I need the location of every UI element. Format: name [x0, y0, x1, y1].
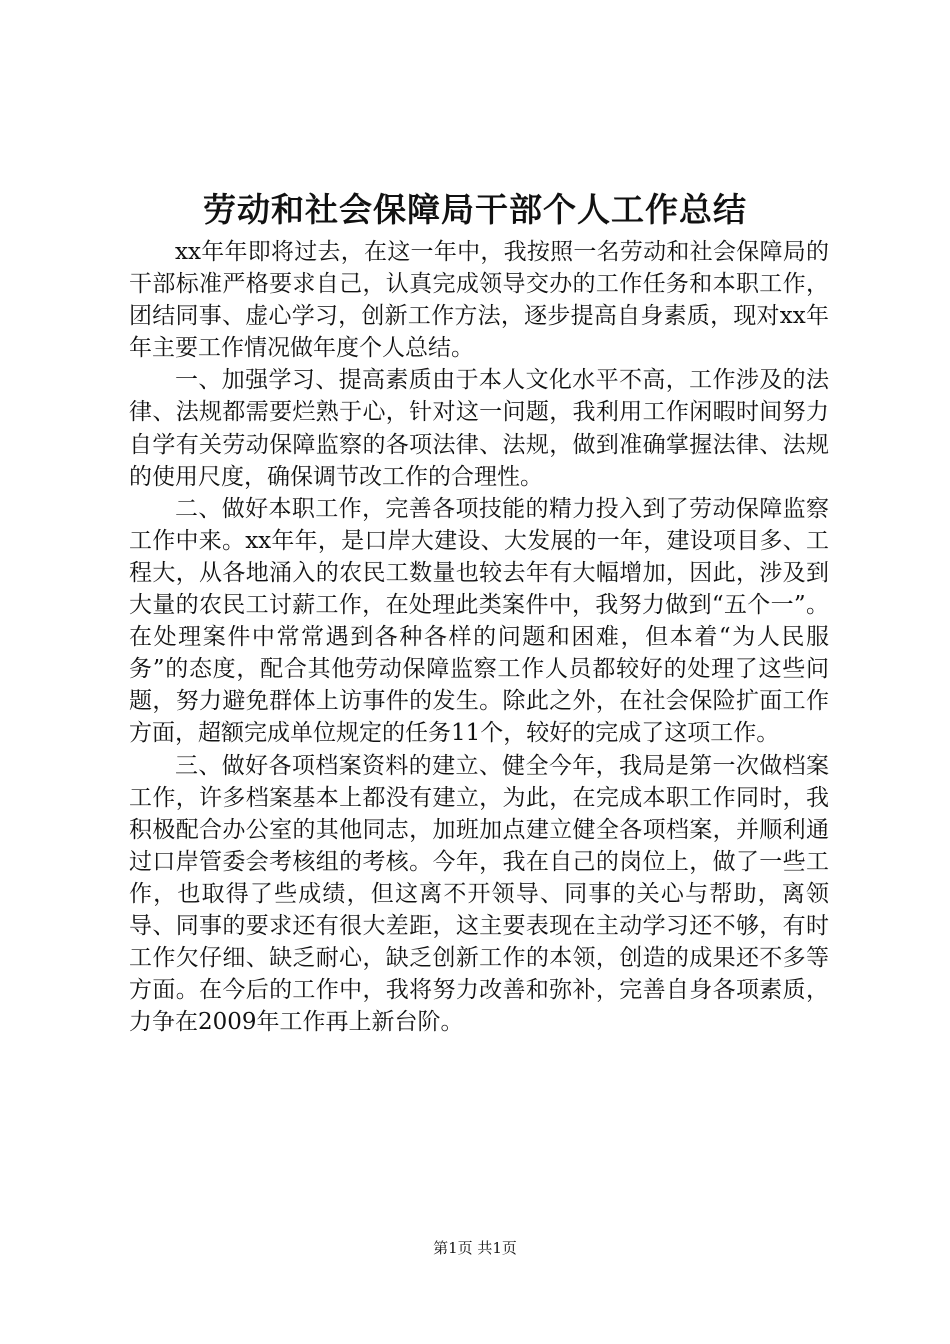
paragraph-intro: xx年年即将过去，在这一年中，我按照一名劳动和社会保障局的干部标准严格要求自己，认真完成领导交办的工作任务和本职工作，团结同事、虚心学习，创新工作方法，逐步提高自身素质，现对xx年年主要工作情况做年度个人总结。: [129, 239, 829, 362]
paragraph-section-2: 二、做好本职工作，完善各项技能的精力投入到了劳动保障监察工作中来。xx年年，是口岸大建设、大发展的一年，建设项目多、工程大，从各地涌入的农民工数量也较去年有大幅增加，因此，涉及到大量的农民工讨薪工作，在处理此类案件中，我努力做到“五个一”。在处理案件中常常遇到各种各样的问题和困难，但本着“为人民服务”的态度，配合其他劳动保障监察工作人员都较好的处理了这些问题，努力避免群体上访事件的发生。除此之外，在社会保险扩面工作方面，超额完成单位规定的任务11个，较好的完成了这项工作。: [129, 495, 829, 747]
paragraph-section-1: 一、加强学习、提高素质由于本人文化水平不高，工作涉及的法律、法规都需要烂熟于心，针对这一问题，我利用工作闲暇时间努力自学有关劳动保障监察的各项法律、法规，做到准确掌握法律、法规的使用尺度，确保调节改工作的合理性。: [129, 367, 829, 490]
document-body: [129, 236, 829, 1038]
paragraph-section-3: 三、做好各项档案资料的建立、健全今年，我局是第一次做档案工作，许多档案基本上都没有建立，为此，在完成本职工作同时，我积极配合办公室的其他同志，加班加点建立健全各项档案，并顺利通过口岸管委会考核组的考核。今年，我在自己的岗位上，做了一些工作，也取得了些成绩，但这离不开领导、同事的关心与帮助，离领导、同事的要求还有很大差距，这主要表现在主动学习还不够，有时工作欠仔细、缺乏耐心，缺乏创新工作的本领，创造的成果还不多等方面。在今后的工作中，我将努力改善和弥补，完善自身各项素质，力争在2009年工作再上新台阶。: [129, 752, 829, 1036]
document-title: 劳动和社会保障局干部个人工作总结: [203, 190, 747, 229]
page-footer: 第1页 共1页: [433, 1239, 517, 1257]
